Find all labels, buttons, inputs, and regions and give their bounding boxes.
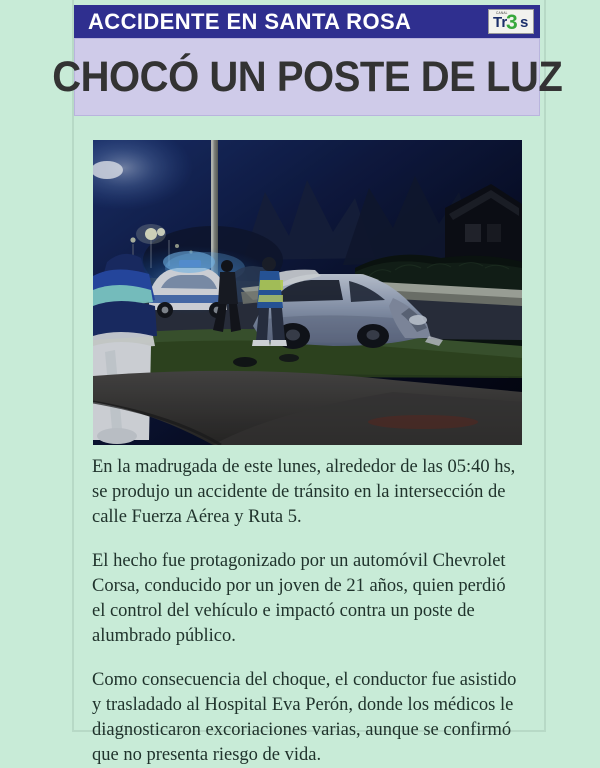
logo-text-tr: Tr — [493, 14, 508, 31]
tres-channel-logo — [488, 9, 534, 34]
kicker-bar — [74, 5, 540, 38]
news-photo — [93, 140, 522, 445]
headline-box — [51, 38, 563, 116]
article-body — [92, 455, 517, 768]
article-paragraph: Como consecuencia del choque, el conductor fue asistido y trasladado al Hospital Eva Perón, donde los médicos le diagnosticaron excoriaciones varias, aunque se confirmó que no presenta riesgo de vida. — [92, 670, 517, 765]
logo-text-s: s — [520, 14, 529, 31]
article-paragraph: En la madrugada de este lunes, alrededor de las 05:40 hs, se produjo un accidente de tránsito en la intersección de calle Fuerza Aérea y Ruta 5. — [92, 457, 516, 527]
kicker-label: ACCIDENTE EN SANTA ROSA — [88, 8, 412, 34]
page-title: CHOCÓ UN POSTE DE LUZ — [51, 53, 563, 101]
news-photo-graphic — [93, 140, 522, 445]
article-paragraph: El hecho fue protagonizado por un automóvil Chevrolet Corsa, conducido por un joven de 21 años, quien perdió el control del vehículo e impactó contra un poste de alumbrado público. — [92, 551, 506, 646]
logo-microtext: CANAL — [496, 11, 508, 15]
logo-numeral-three: 3 — [506, 11, 518, 34]
